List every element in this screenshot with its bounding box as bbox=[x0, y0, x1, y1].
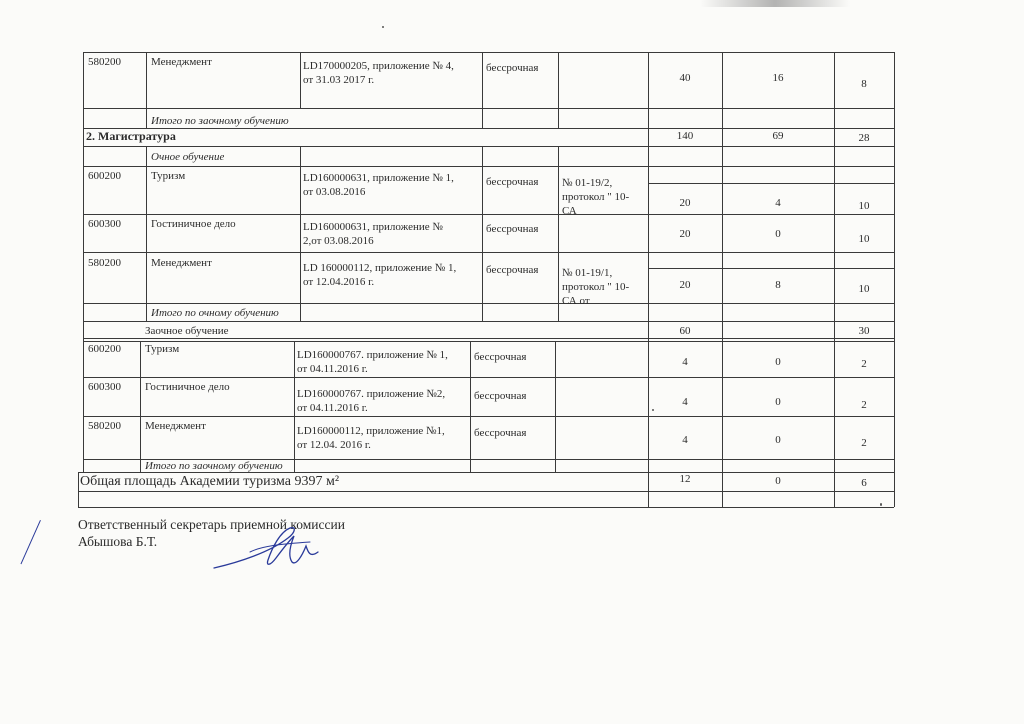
license-line: от 12.04.2016 г. bbox=[303, 276, 375, 288]
signature bbox=[210, 522, 330, 574]
value-cell: 4 bbox=[682, 396, 688, 408]
value-cell: 8 bbox=[861, 78, 867, 90]
license-line: LD170000205, приложение № 4, bbox=[303, 60, 454, 72]
order-note: № 01-19/2, bbox=[562, 177, 613, 189]
license-term: бессрочная bbox=[486, 62, 539, 74]
program-code: 580200 bbox=[88, 257, 121, 269]
license-line: LD160000767. приложение №2, bbox=[297, 388, 446, 400]
program-name: Туризм bbox=[151, 170, 186, 182]
program-name: Туризм bbox=[145, 343, 180, 355]
signatory-name: Абышова Б.Т. bbox=[78, 534, 158, 549]
order-note: СА bbox=[562, 205, 577, 217]
value-cell: 2 bbox=[861, 437, 867, 449]
license-line: LD160000631, приложение № bbox=[303, 221, 443, 233]
program-code: 600200 bbox=[88, 343, 121, 355]
program-code: 600300 bbox=[88, 218, 121, 230]
license-term: бессрочная bbox=[486, 223, 539, 235]
license-line: от 31.03 2017 г. bbox=[303, 74, 375, 86]
license-term: бессрочная bbox=[486, 264, 539, 276]
value-cell: 2 bbox=[861, 358, 867, 370]
program-code: 600200 bbox=[88, 170, 121, 182]
value-cell: 140 bbox=[676, 130, 694, 142]
value-cell: 2 bbox=[861, 399, 867, 411]
license-term: бессрочная bbox=[486, 176, 539, 188]
program-name: Менеджмент bbox=[145, 420, 206, 432]
license-line: LD160000767. приложение № 1, bbox=[297, 349, 448, 361]
order-note: протокол " 10- bbox=[562, 191, 630, 203]
value-cell: 40 bbox=[679, 72, 691, 84]
value-cell: 16 bbox=[772, 72, 784, 84]
program-name: Менеджмент bbox=[151, 56, 212, 68]
license-line: LD 160000112, приложение № 1, bbox=[303, 262, 457, 274]
total-label: Итого по заочному обучению bbox=[151, 115, 289, 127]
license-term: бессрочная bbox=[474, 351, 527, 363]
license-line: от 04.11.2016 г. bbox=[297, 363, 368, 375]
value-cell: 6 bbox=[861, 477, 867, 489]
value-cell: 20 bbox=[679, 197, 691, 209]
license-term: бессрочная bbox=[474, 390, 527, 402]
program-code: 600300 bbox=[88, 381, 121, 393]
license-line: LD160000631, приложение № 1, bbox=[303, 172, 454, 184]
order-note: СА от bbox=[562, 295, 590, 307]
value-cell: 20 bbox=[679, 279, 691, 291]
license-line: от 04.11.2016 г. bbox=[297, 402, 368, 414]
section-title: 2. Магистратура bbox=[86, 130, 176, 143]
total-label: Итого по заочному обучению bbox=[145, 460, 283, 472]
value-cell: 10 bbox=[858, 233, 870, 245]
value-cell: 0 bbox=[775, 396, 781, 408]
program-code: 580200 bbox=[88, 56, 121, 68]
license-line: 2,от 03.08.2016 bbox=[303, 235, 374, 247]
value-cell: 8 bbox=[775, 279, 781, 291]
value-cell: 0 bbox=[775, 228, 781, 240]
value-cell: 60 bbox=[679, 325, 691, 337]
value-cell: 0 bbox=[775, 356, 781, 368]
order-note: протокол " 10- bbox=[562, 281, 630, 293]
total-label: Итого по очному обучению bbox=[151, 307, 279, 319]
license-line: LD160000112, приложение №1, bbox=[297, 425, 445, 437]
license-line: от 03.08.2016 bbox=[303, 186, 366, 198]
license-term: бессрочная bbox=[474, 427, 527, 439]
value-cell: 28 bbox=[858, 132, 870, 144]
value-cell: 10 bbox=[858, 283, 870, 295]
value-cell: 4 bbox=[682, 434, 688, 446]
value-cell: 0 bbox=[775, 434, 781, 446]
subsection-header: Заочное обучение bbox=[145, 325, 229, 337]
program-name: Гостиничное дело bbox=[151, 218, 236, 230]
subsection-header: Очное обучение bbox=[151, 151, 225, 163]
value-cell: 0 bbox=[775, 475, 781, 487]
value-cell: 12 bbox=[679, 473, 691, 485]
value-cell: 20 bbox=[679, 228, 691, 240]
value-cell: 4 bbox=[682, 356, 688, 368]
program-name: Менеджмент bbox=[151, 257, 212, 269]
value-cell: 4 bbox=[775, 197, 781, 209]
value-cell: 69 bbox=[772, 130, 784, 142]
value-cell: 30 bbox=[858, 325, 870, 337]
value-cell: 10 bbox=[858, 200, 870, 212]
signatory-position: Ответственный секретарь приемной комиссии bbox=[78, 517, 345, 532]
program-name: Гостиничное дело bbox=[145, 381, 230, 393]
total-area-text: Общая площадь Академии туризма 9397 м² bbox=[80, 474, 340, 489]
program-code: 580200 bbox=[88, 420, 121, 432]
license-line: от 12.04. 2016 г. bbox=[297, 439, 371, 451]
order-note: № 01-19/1, bbox=[562, 267, 613, 279]
